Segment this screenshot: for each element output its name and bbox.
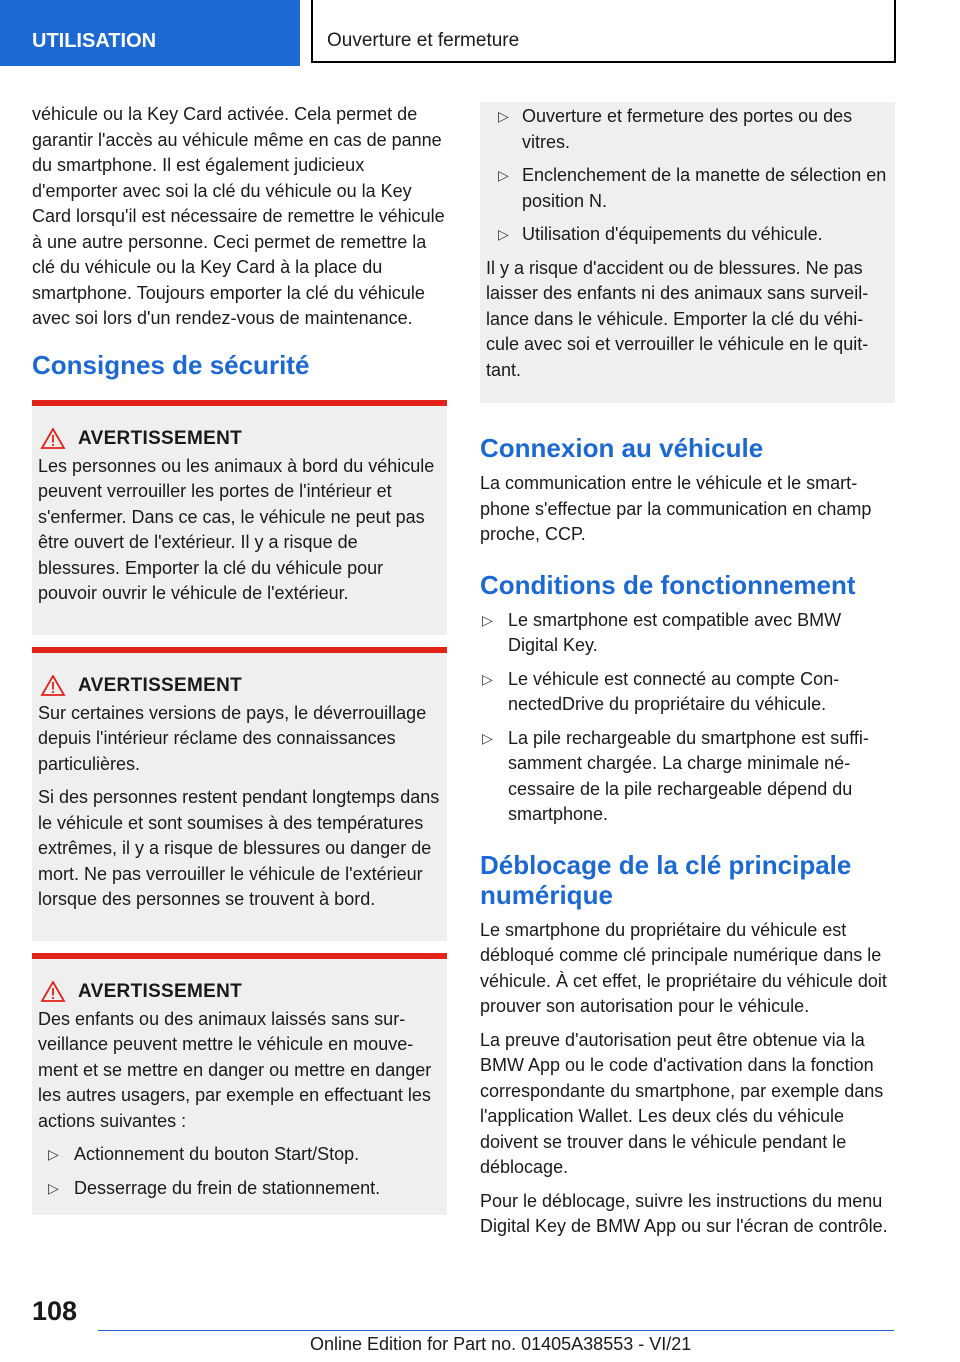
heading-connexion: Connexion au véhicule — [480, 433, 764, 463]
triangle-bullet-icon: ▷ — [482, 670, 493, 687]
left-column — [32, 102, 447, 1227]
paragraph-deblocage-2: La preuve d'autorisation peut être obtenue via la BMW App ou le code d'activation dans la fonction correspondante du smartphone, par exemple dans l'application Wallet. Les deux clés du véhicule doivent se trouver dans le véhicule pendant le déblocage. — [480, 1029, 884, 1177]
chapter-tab: UTILISATION — [0, 0, 300, 66]
heading-deblocage: Déblocage de la clé principale numérique — [480, 849, 852, 910]
triangle-bullet-icon: ▷ — [498, 167, 509, 183]
warning-actions-list — [38, 1142, 441, 1201]
warning-header — [38, 981, 441, 1003]
footer-divider — [98, 1330, 894, 1331]
warning-actions-list-cont — [486, 104, 889, 248]
warning-text: Sur certaines versions de pays, le déverrouillage depuis l'intérieur réclame des connaissances particulières. — [38, 702, 427, 774]
warning-header — [38, 428, 441, 450]
triangle-bullet-icon: ▷ — [48, 1179, 59, 1196]
warning-header — [38, 675, 441, 697]
list-item: ▷ Ouverture et fermeture des portes ou des vitres. — [498, 106, 853, 152]
triangle-bullet-icon: ▷ — [48, 1146, 59, 1162]
list-item: ▷ Actionnement du bouton Start/Stop. — [46, 1142, 441, 1168]
warning-continuation-box — [480, 102, 895, 403]
intro-paragraph: véhicule ou la Key Card activée. Cela permet de garantir l'accès au véhicule même en cas de panne du smartphone. Il est également judicieux d'emporter avec soi la clé du véhicule ou la Key Card lorsqu'il est nécessaire de remettre le véhicule à une autre personne. Ceci permet de remettre la clé du véhicule ou la Key Card à la place du smartphone. Toujours emporter la clé du véhicule avec soi lors d'un rendez-vous de maintenance. — [32, 104, 445, 328]
warning-text: Si des personnes restent pendant longtemps dans le véhicule et sont soumises à des températures extrêmes, il y a risque de blessures ou danger de mort. Ne pas verrouiller le véhicule de l'extérieur lorsque des personnes se trouvent à bord. — [38, 787, 440, 909]
warning-box-3 — [32, 953, 447, 1216]
warning-title: AVERTISSEMENT — [78, 980, 243, 1002]
list-item: ▷ Le véhicule est connecté au compte ConnectedDrive du propriétaire du véhicule. — [482, 668, 840, 714]
warning-triangle-icon — [38, 428, 78, 450]
heading-safety: Consignes de sécurité — [32, 349, 310, 380]
warning-text: Il y a risque d'accident ou de blessures. Ne pas laisser des enfants ni des animaux sans surveillance dans le véhicule. Emporter la clé du véhicule avec soi et verrouiller le véhicule en le quittant. — [486, 257, 869, 380]
edition-text: Online Edition for Part no. 01405A38553 - VI/21 — [310, 1334, 692, 1354]
list-item: ▷ La pile rechargeable du smartphone est suffisamment chargée. La charge minimale nécessaire de la pile rechargeable dépend du smartphone. — [482, 727, 869, 824]
warning-box-2 — [32, 647, 447, 941]
list-item: ▷ Enclenchement de la manette de sélection en position N. — [498, 165, 887, 211]
warning-triangle-icon — [38, 675, 78, 697]
warning-title: AVERTISSEMENT — [78, 674, 243, 696]
list-item: ▷ Desserrage du frein de stationnement. — [46, 1176, 441, 1202]
heading-conditions: Conditions de fonctionnement — [480, 569, 856, 600]
conditions-list — [480, 608, 895, 828]
warning-text: Les personnes ou les animaux à bord du véhicule peuvent verrouiller les portes de l'intérieur et s'enfermer. Dans ce cas, le véhicule ne peut pas être ouvert de l'extérieur. Il y a risque de blessures. Emporter la clé du véhicule pour pouvoir ouvrir le véhicule de l'extérieur. — [38, 455, 435, 603]
paragraph-deblocage-1: Le smartphone du propriétaire du véhicule est débloqué comme clé principale numérique dans le véhicule. À cet effet, le propriétaire du véhicule doit prouver son autorisation pour le véhicule. — [480, 919, 887, 1016]
warning-title: AVERTISSEMENT — [78, 427, 243, 449]
page-header — [0, 0, 960, 66]
triangle-bullet-icon: ▷ — [498, 108, 509, 124]
warning-triangle-icon — [38, 981, 78, 1003]
list-item: ▷ Le smartphone est compatible avec BMW Digital Key. — [482, 609, 842, 655]
paragraph-connexion: La communication entre le véhicule et le smartphone s'effectue par la communication en champ proche, CCP. — [480, 473, 872, 544]
triangle-bullet-icon: ▷ — [498, 226, 509, 242]
paragraph-deblocage-3: Pour le déblocage, suivre les instructions du menu Digital Key de BMW App ou sur l'écran de contrôle. — [480, 1190, 888, 1236]
list-item: ▷ Utilisation d'équipements du véhicule. — [486, 222, 889, 248]
triangle-bullet-icon: ▷ — [482, 729, 493, 746]
triangle-bullet-icon: ▷ — [482, 611, 493, 628]
page-number: 108 — [32, 1296, 78, 1326]
right-column — [480, 102, 895, 1248]
section-title: Ouverture et fermeture — [311, 0, 896, 63]
warning-box-1 — [32, 400, 447, 635]
warning-text: Des enfants ou des animaux laissés sans surveillance peuvent mettre le véhicule en mouvement et se mettre en danger ou mettre en danger les autres usagers, par exemple en effectuant les actions suivantes : — [38, 1008, 432, 1131]
